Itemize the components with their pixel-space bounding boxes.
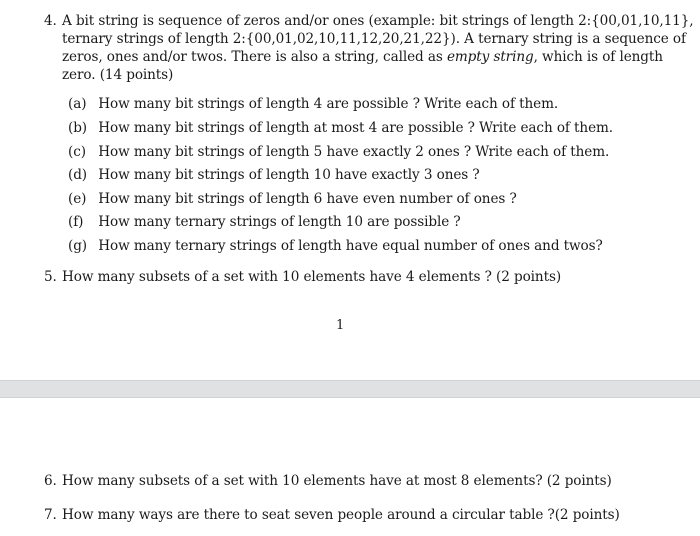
subquestion-text: How many bit strings of length at most 4 are possible ? Write each of them.	[98, 120, 614, 136]
emphasis-empty-string: empty string	[446, 49, 534, 65]
subquestion-label: (f)	[68, 214, 84, 230]
question-text: How many ways are there to seat seven people around a circular table ?(2 points)	[62, 507, 620, 523]
subquestion-label: (e)	[68, 191, 87, 207]
subquestion-d	[68, 166, 480, 184]
page-separator	[0, 380, 700, 398]
question-number: 7.	[44, 507, 57, 523]
subquestion-text: How many bit strings of length 10 have exactly 3 ones ?	[98, 167, 480, 183]
subquestion-text: How many bit strings of length 5 have exactly 2 ones ? Write each of them.	[98, 144, 610, 160]
subquestion-text: How many ternary strings of length have equal number of ones and twos?	[98, 238, 603, 254]
text-segment: , which is of length	[533, 49, 663, 65]
question-number: 5.	[44, 269, 57, 285]
subquestion-g	[68, 237, 603, 255]
question-text-line	[62, 48, 663, 66]
subquestion-a	[68, 95, 558, 113]
page-2	[0, 398, 700, 536]
page-number: 1	[336, 318, 345, 333]
subquestion-text: How many bit strings of length 6 have even number of ones ?	[98, 191, 517, 207]
subquestion-text: How many ternary strings of length 10 are possible ?	[98, 214, 461, 230]
question-number: 6.	[44, 473, 57, 489]
question-number: 4.	[44, 13, 57, 29]
subquestion-label: (g)	[68, 238, 88, 254]
text-segment: zeros, ones and/or twos. There is also a string, called as	[62, 49, 447, 65]
subquestion-text: How many bit strings of length 4 are possible ? Write each of them.	[98, 96, 559, 112]
subquestion-label: (d)	[68, 167, 88, 183]
subquestion-f	[68, 213, 461, 231]
subquestion-e	[68, 190, 517, 208]
question-text-line: A bit string is sequence of zeros and/or ones (example: bit strings of length 2:{00,01,10,11},	[62, 13, 694, 29]
subquestion-label: (b)	[68, 120, 88, 136]
question-text: How many subsets of a set with 10 elements have at most 8 elements? (2 points)	[62, 473, 612, 489]
subquestion-c	[68, 143, 609, 161]
subquestion-label: (a)	[68, 96, 87, 112]
subquestion-label: (c)	[68, 144, 86, 160]
question-text: How many subsets of a set with 10 elements have 4 elements ? (2 points)	[62, 269, 562, 285]
question-text-line: zero. (14 points)	[62, 67, 174, 83]
question-text-line: ternary strings of length 2:{00,01,02,10,11,12,20,21,22}). A ternary string is a sequence of	[62, 31, 686, 47]
subquestion-b	[68, 119, 613, 137]
